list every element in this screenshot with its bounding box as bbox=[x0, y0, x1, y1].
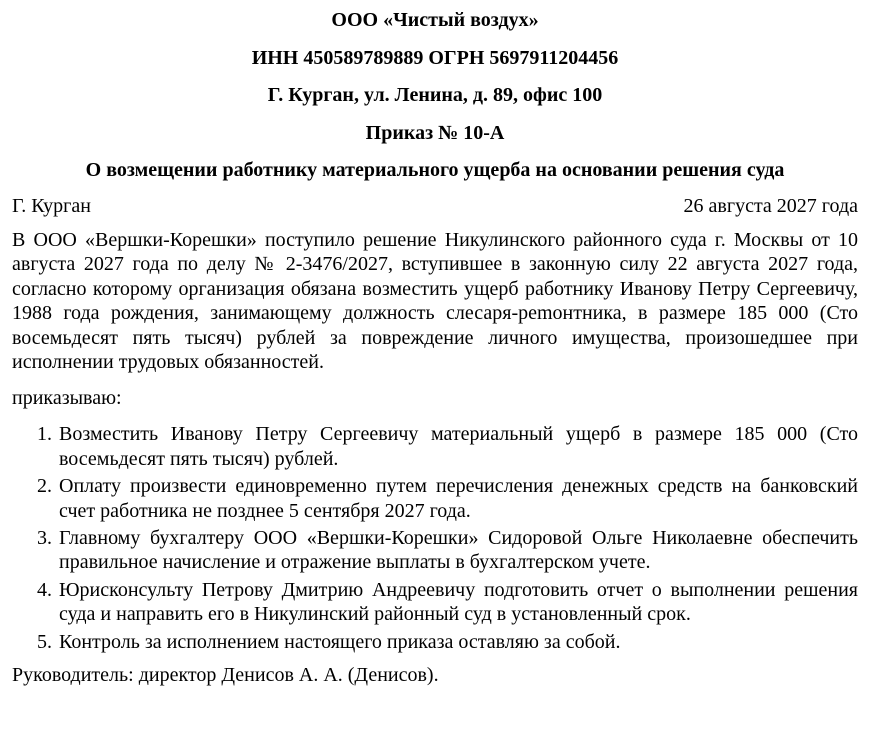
place: Г. Курган bbox=[12, 195, 91, 217]
item-text: Оплату произвести единовременно путем перечисления денежных средств на банковский счет работника не позднее 5 сентября 2027 года. bbox=[59, 475, 858, 522]
order-items-list bbox=[12, 422, 858, 654]
preamble-paragraph: В ООО «Вершки-Корешки» поступило решение Никулинского районного суда г. Москвы от 10 августа 2027 года по делу № 2-3476/2027, вступившее в законную силу 22 августа 2027 года, согласно которому организация обязана возместить ущерб работнику Иванову Петру Сергеевичу, 1988 года рождения, занимающему должность слесаря-реmонтника, в размере 185 000 (Сто восемьдесят пять тысяч) рублей за повреждение личного имущества, произошедшее при исполнении трудовых обязанностей. bbox=[12, 229, 858, 374]
item-text: Юрисконсульту Петрову Дмитрию Андреевичу подготовить отчет о выполнении решения суда и направить его в Никулинский районный суд в установленный срок. bbox=[59, 578, 858, 626]
item-number: 1. bbox=[37, 423, 52, 446]
item-number: 3. bbox=[37, 527, 52, 550]
list-item bbox=[37, 422, 858, 471]
item-number: 2. bbox=[37, 475, 52, 498]
item-text: Возместить Иванову Петру Сергеевичу материальный ущерб в размере 185 000 (Сто восемьдесят пять тысяч) рублей. bbox=[59, 423, 858, 470]
company-ids: ИНН 450589789889 ОГРН 5697911204456 bbox=[251, 47, 619, 69]
order-title: Приказ № 10-А bbox=[365, 122, 505, 144]
company-address: Г. Курган, ул. Ленина, д. 89, офис 100 bbox=[267, 84, 603, 106]
date: 26 августа 2027 года bbox=[683, 195, 858, 217]
company-name: ООО «Чистый воздух» bbox=[331, 9, 539, 31]
list-item bbox=[37, 474, 858, 523]
item-number: 5. bbox=[37, 630, 52, 653]
order-subject: О возмещении работнику материального ущерба на основании решения суда bbox=[85, 159, 785, 181]
item-text: Главному бухгалтеру ООО «Вершки-Корешки» Сидоровой Ольге Николаевне обеспечить правильное начисление и отражение выплаты в бухгалтерском учете. bbox=[59, 527, 858, 574]
list-item bbox=[37, 630, 858, 654]
signature-line: Руководитель: директор Денисов А. А. (Денисов). bbox=[12, 664, 439, 687]
order-word: приказываю: bbox=[12, 387, 122, 410]
item-text: Контроль за исполнением настоящего приказа оставляю за собой. bbox=[59, 630, 621, 653]
list-item bbox=[37, 526, 858, 575]
item-number: 4. bbox=[37, 578, 52, 601]
list-item bbox=[37, 578, 858, 627]
place-date-row bbox=[12, 194, 858, 218]
